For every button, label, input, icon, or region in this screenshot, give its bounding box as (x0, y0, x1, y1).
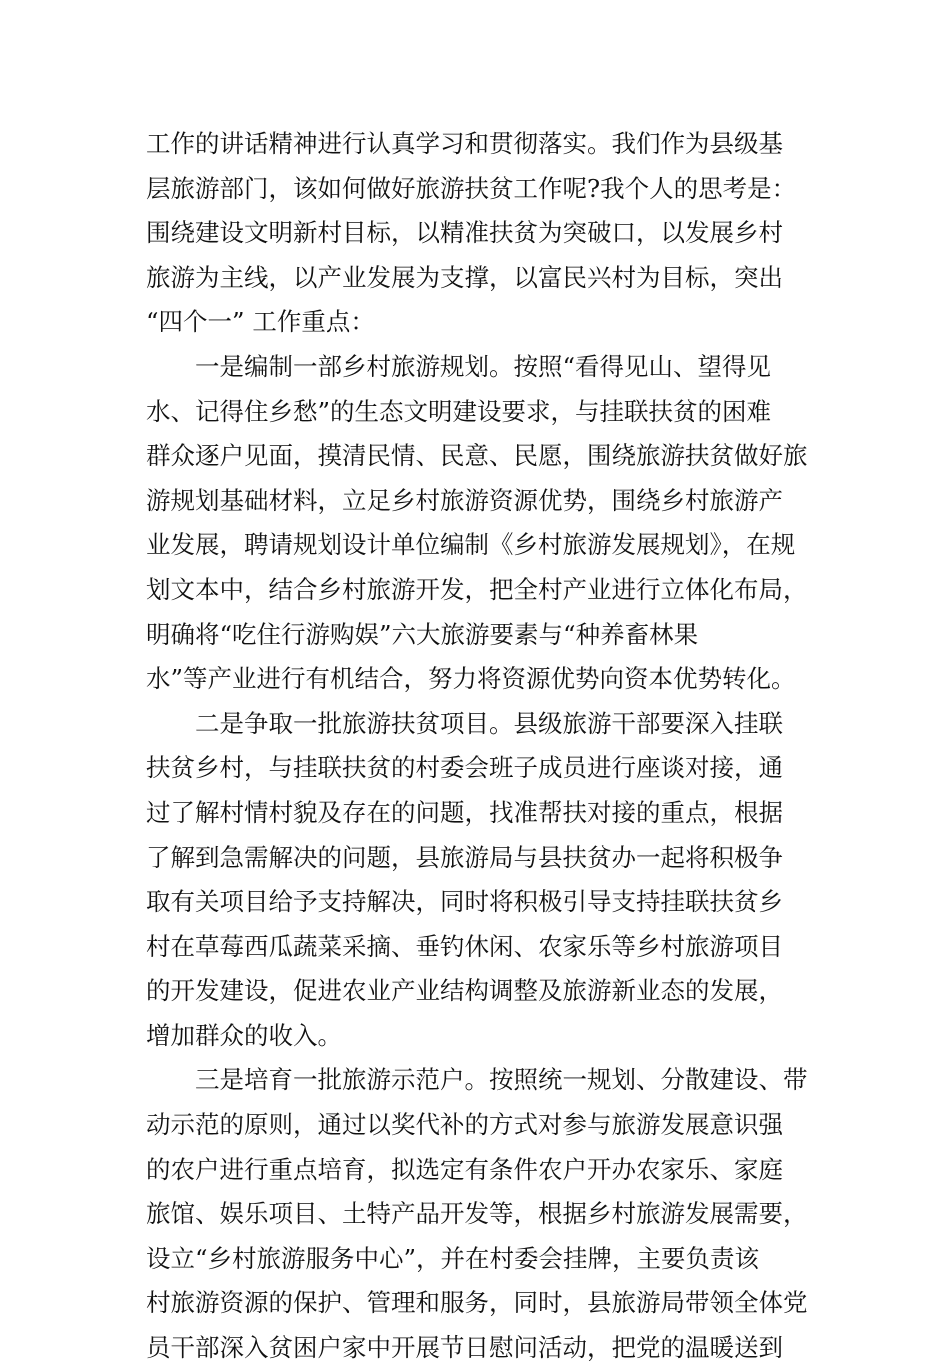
paragraph-point-2 (146, 702, 806, 1059)
text-line: 游规划基础材料，立足乡村旅游资源优势，围绕乡村旅游产 (146, 485, 783, 515)
text-line: 村在草莓西瓜蔬菜采摘、垂钓休闲、农家乐等乡村旅游项目 (146, 931, 783, 961)
text-line: 员干部深入贫困户家中开展节日慰问活动，把党的温暖送到 (146, 1333, 783, 1363)
text-line: 的农户进行重点培育，拟选定有条件农户开办农家乐、家庭 (146, 1154, 783, 1184)
paragraph-point-1 (146, 345, 806, 702)
paragraph-intro (146, 122, 806, 345)
text-line: 水、记得住乡愁”的生态文明建设要求，与挂联扶贫的困难 (146, 396, 772, 426)
text-line: 旅游为主线，以产业发展为支撑，以富民兴村为目标，突出 (146, 262, 783, 292)
text-line: 设立“乡村旅游服务中心”，并在村委会挂牌，主要负责该 (146, 1243, 760, 1273)
text-line: 过了解村情村貌及存在的问题，找准帮扶对接的重点，根据 (146, 797, 783, 827)
text-line: 了解到急需解决的问题，县旅游局与县扶贫办一起将积极争 (146, 842, 783, 872)
text-line: 层旅游部门，该如何做好旅游扶贫工作呢?我个人的思考是： (146, 173, 797, 203)
text-line: 一是编制一部乡村旅游规划。按照“看得见山、望得见 (195, 351, 772, 381)
text-line: 的开发建设，促进农业产业结构调整及旅游新业态的发展， (146, 976, 783, 1006)
text-line: 三是培育一批旅游示范户。按照统一规划、分散建设、带 (195, 1065, 808, 1095)
paragraph-point-3 (146, 1058, 806, 1370)
text-line: 明确将“吃住行游购娱”六大旅游要素与“种养畜林果 (146, 619, 699, 649)
text-line: 动示范的原则，通过以奖代补的方式对参与旅游发展意识强 (146, 1110, 783, 1140)
text-line: 村旅游资源的保护、管理和服务，同时，县旅游局带领全体党 (146, 1288, 808, 1318)
text-line: 增加群众的收入。 (146, 1020, 342, 1050)
text-line: 群众逐户见面，摸清民情、民意、民愿，围绕旅游扶贫做好旅 (146, 441, 808, 471)
text-line: 二是争取一批旅游扶贫项目。县级旅游干部要深入挂联 (195, 708, 783, 738)
body-text (146, 122, 806, 1371)
text-line: 旅馆、娱乐项目、土特产品开发等，根据乡村旅游发展需要， (146, 1199, 808, 1229)
text-line: 扶贫乡村，与挂联扶贫的村委会班子成员进行座谈对接，通 (146, 753, 783, 783)
text-line: “四个一” 工作重点： (146, 307, 375, 337)
text-line: 围绕建设文明新村目标，以精准扶贫为突破口，以发展乡村 (146, 218, 783, 248)
text-line: 取有关项目给予支持解决，同时将积极引导支持挂联扶贫乡 (146, 887, 783, 917)
text-line: 工作的讲话精神进行认真学习和贯彻落实。我们作为县级基 (146, 129, 783, 158)
text-line: 划文本中，结合乡村旅游开发，把全村产业进行立体化布局， (146, 574, 808, 604)
text-line: 业发展，聘请规划设计单位编制《乡村旅游发展规划》，在规 (146, 530, 796, 560)
text-line: 水”等产业进行有机结合，努力将资源优势向资本优势转化。 (146, 664, 796, 694)
